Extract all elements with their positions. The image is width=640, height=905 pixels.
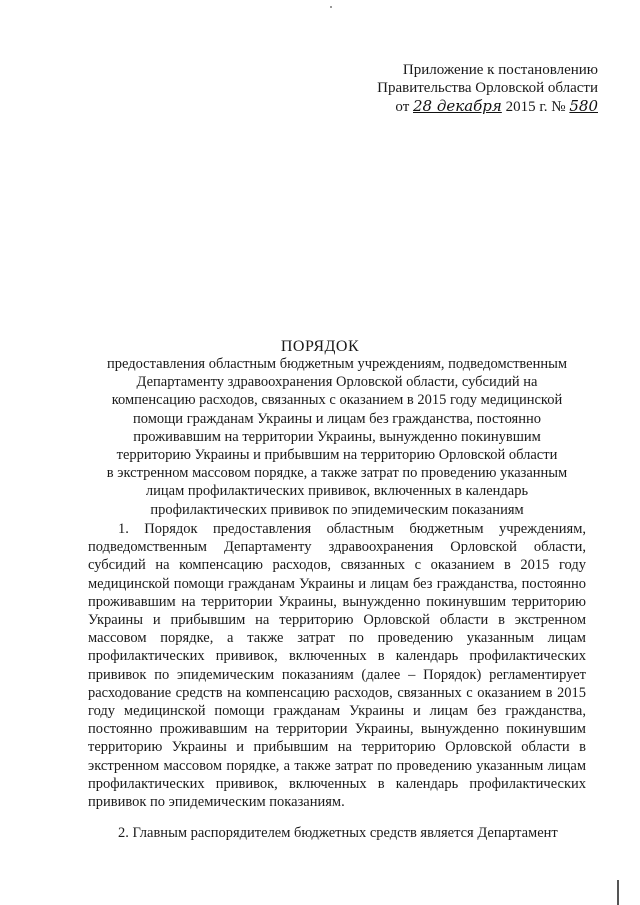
appendix-header	[360, 61, 598, 116]
handwritten-date: 28 декабря	[413, 97, 502, 115]
subtitle-line: в экстренном массовом порядке, а также затрат по проведению указанным	[106, 465, 568, 482]
subtitle-line: территорию Украины и прибывшим на территорию Орловской области	[116, 447, 558, 464]
appendix-year: 2015 г. №	[505, 99, 566, 115]
appendix-line-3	[360, 97, 598, 116]
scan-speck	[330, 6, 332, 8]
appendix-line-1: Приложение к постановлению	[402, 62, 598, 78]
scan-margin-mark	[617, 880, 619, 905]
subtitle-line: профилактических прививок по эпидемическим показаниям	[150, 501, 524, 518]
paragraph-1: 1. Порядок предоставления областным бюджетным учреждениям, подведомственным Департаменту здравоохранения Орловской области, субсидий на компенсацию расходов, связанных с оказанием в 2015 году медицинской помощи гражданам Украины и лицам без гражданства, постоянно проживавшим на территории Украины, вынужденно покинувшим территорию Украины и прибывшим на территорию Орловской области в экстренном массовом порядке, а также затрат по проведению указанным лицам профилактических прививок, включенных в календарь профилактических прививок по эпидемическим показаниям (далее – Порядок) регламентирует расходование средств на компенсацию расходов, связанных с оказанием в 2015 году медицинской помощи гражданам Украины и лицам без гражданства, постоянно проживавшим на территории Украины, вынужденно покинувшим территорию Украины и прибывшим на территорию Орловской области в экстренном массовом порядке, а также затрат по проведению указанным лицам профилактических прививок, включенных в календарь профилактических прививок по эпидемическим показаниям.	[88, 521, 586, 811]
subtitle-line: Департаменту здравоохранения Орловской области, субсидий на	[136, 374, 538, 391]
subtitle-line: лицам профилактических прививок, включенных в календарь	[145, 483, 529, 500]
handwritten-number: 580	[569, 97, 598, 115]
appendix-prefix: от	[395, 99, 410, 115]
document-title: ПОРЯДОК	[280, 338, 360, 355]
subtitle-line: компенсацию расходов, связанных с оказанием в 2015 году медицинской	[111, 392, 563, 409]
subtitle-line: предоставления областным бюджетным учреждениям, подведомственным	[106, 356, 568, 372]
paragraph-2: 2. Главным распорядителем бюджетных средств является Департамент	[118, 825, 558, 841]
subtitle-line: проживавшим на территории Украины, вынужденно покинувшим	[133, 428, 541, 445]
subtitle-line: помощи гражданам Украины и лицам без гражданства, постоянно	[132, 410, 541, 427]
document-subtitle	[88, 355, 586, 519]
appendix-line-2: Правительства Орловской области	[377, 80, 598, 96]
